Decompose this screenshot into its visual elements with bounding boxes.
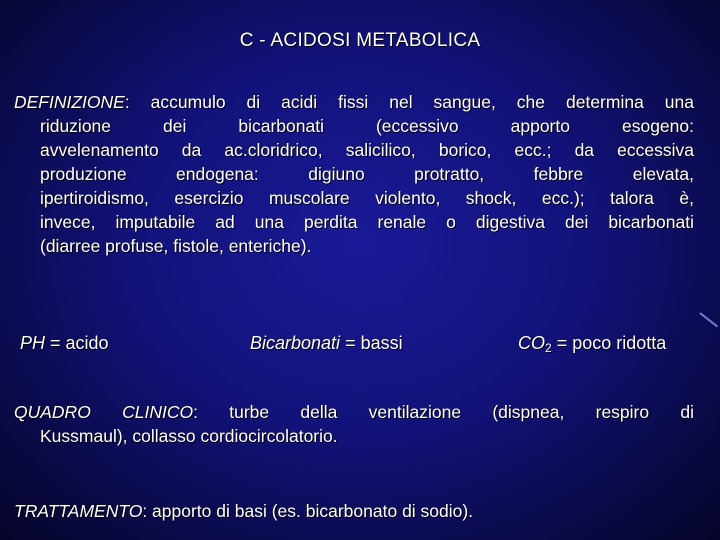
decorative-line [699, 312, 718, 327]
definizione-term: DEFINIZIONE [14, 92, 125, 112]
ph-term: PH [20, 333, 46, 353]
co2-subscript: 2 [545, 341, 552, 355]
bicarbonati-term: Bicarbonati [250, 333, 341, 353]
quadro-line-2: Kussmaul), collasso cordiocircolatorio. [40, 426, 338, 446]
definizione-line-6: invece, imputabile ad una perdita renale o digestiva dei bicarbonati [40, 212, 694, 232]
trattamento-line [14, 499, 694, 523]
co2-value [518, 333, 666, 355]
quadro-term: QUADRO CLINICO [14, 402, 194, 422]
co2-term: CO [518, 333, 545, 353]
trattamento-paragraph [14, 499, 694, 523]
trattamento-term: TRATTAMENTO [14, 501, 143, 521]
definizione-paragraph [14, 90, 694, 258]
ph-value [20, 333, 109, 354]
definizione-line-3: avvelenamento da ac.cloridrico, salicilico, borico, ecc.; da eccessiva [40, 140, 694, 160]
bicarbonati-text: = bassi [340, 333, 403, 353]
bicarbonati-value [250, 333, 403, 354]
slide-title: C - ACIDOSI METABOLICA [239, 30, 481, 51]
definizione-text: : accumulo di acidi fissi nel sangue, che determina una [124, 92, 694, 112]
quadro-text: : turbe della ventilazione (dispnea, respiro di [193, 402, 695, 422]
co2-text: = poco ridotta [551, 333, 667, 353]
definizione-line-4: produzione endogena: digiuno protratto, febbre elevata, [40, 164, 694, 184]
definizione-line-5: ipertiroidismo, esercizio muscolare violento, shock, ecc.); talora è, [40, 188, 694, 208]
definizione-line-2: riduzione dei bicarbonati (eccessivo apporto esogeno: [40, 116, 694, 136]
quadro-clinico-paragraph [14, 400, 694, 448]
definizione-line-7: (diarree profuse, fistole, enteriche). [40, 236, 312, 256]
trattamento-text: : apporto di basi (es. bicarbonato di sodio). [142, 501, 474, 521]
ph-text: = acido [45, 333, 109, 353]
quadro-line-1 [14, 400, 694, 424]
definizione-line-1 [14, 90, 694, 114]
